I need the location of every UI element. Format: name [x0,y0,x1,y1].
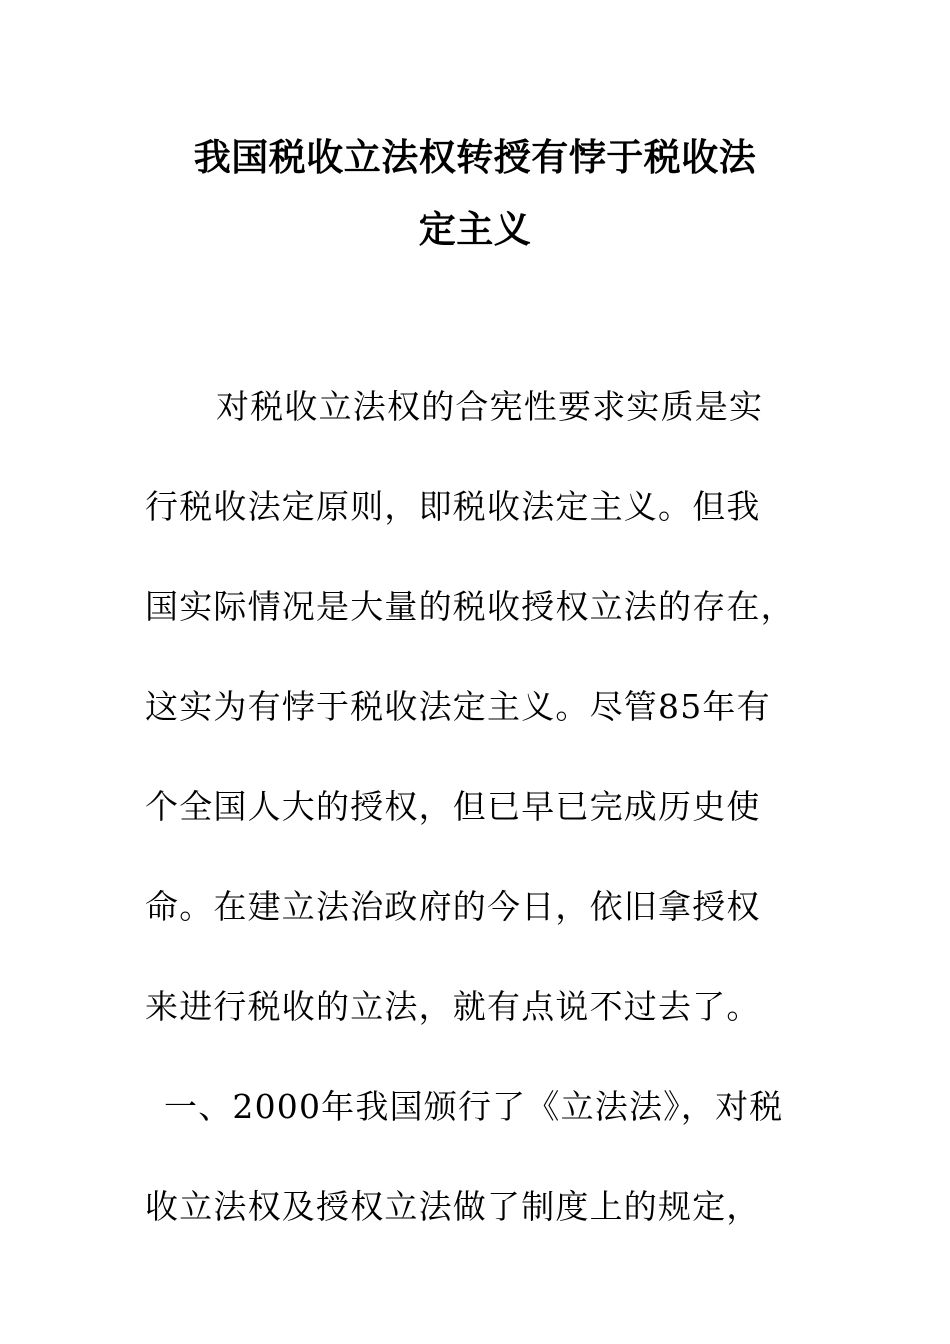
document-title-line-2: 定主义 [418,207,532,251]
paragraph-line-6: 命。在建立法治政府的今日，依旧拿授权 [145,887,761,926]
paragraph-line-1: 对税收立法权的合宪性要求实质是实 [216,387,764,426]
paragraph-line-5: 个全国人大的授权，但已早已完成历史使 [145,787,761,826]
document-title-line-1: 我国税收立法权转授有悖于税收法 [193,135,757,179]
paragraph-line-3: 国实际情况是大量的税收授权立法的存在， [145,587,795,626]
paragraph-line-2: 行税收法定原则，即税收法定主义。但我 [145,487,761,526]
paragraph-line-9: 收立法权及授权立法做了制度上的规定， [145,1187,761,1226]
paragraph-line-7: 来进行税收的立法，就有点说不过去了。 [145,987,761,1026]
paragraph-line-4: 这实为有悖于税收法定主义。尽管85年有 [145,687,771,726]
paragraph-line-8: 一、2000年我国颁行了《立法法》，对税 [164,1087,784,1126]
